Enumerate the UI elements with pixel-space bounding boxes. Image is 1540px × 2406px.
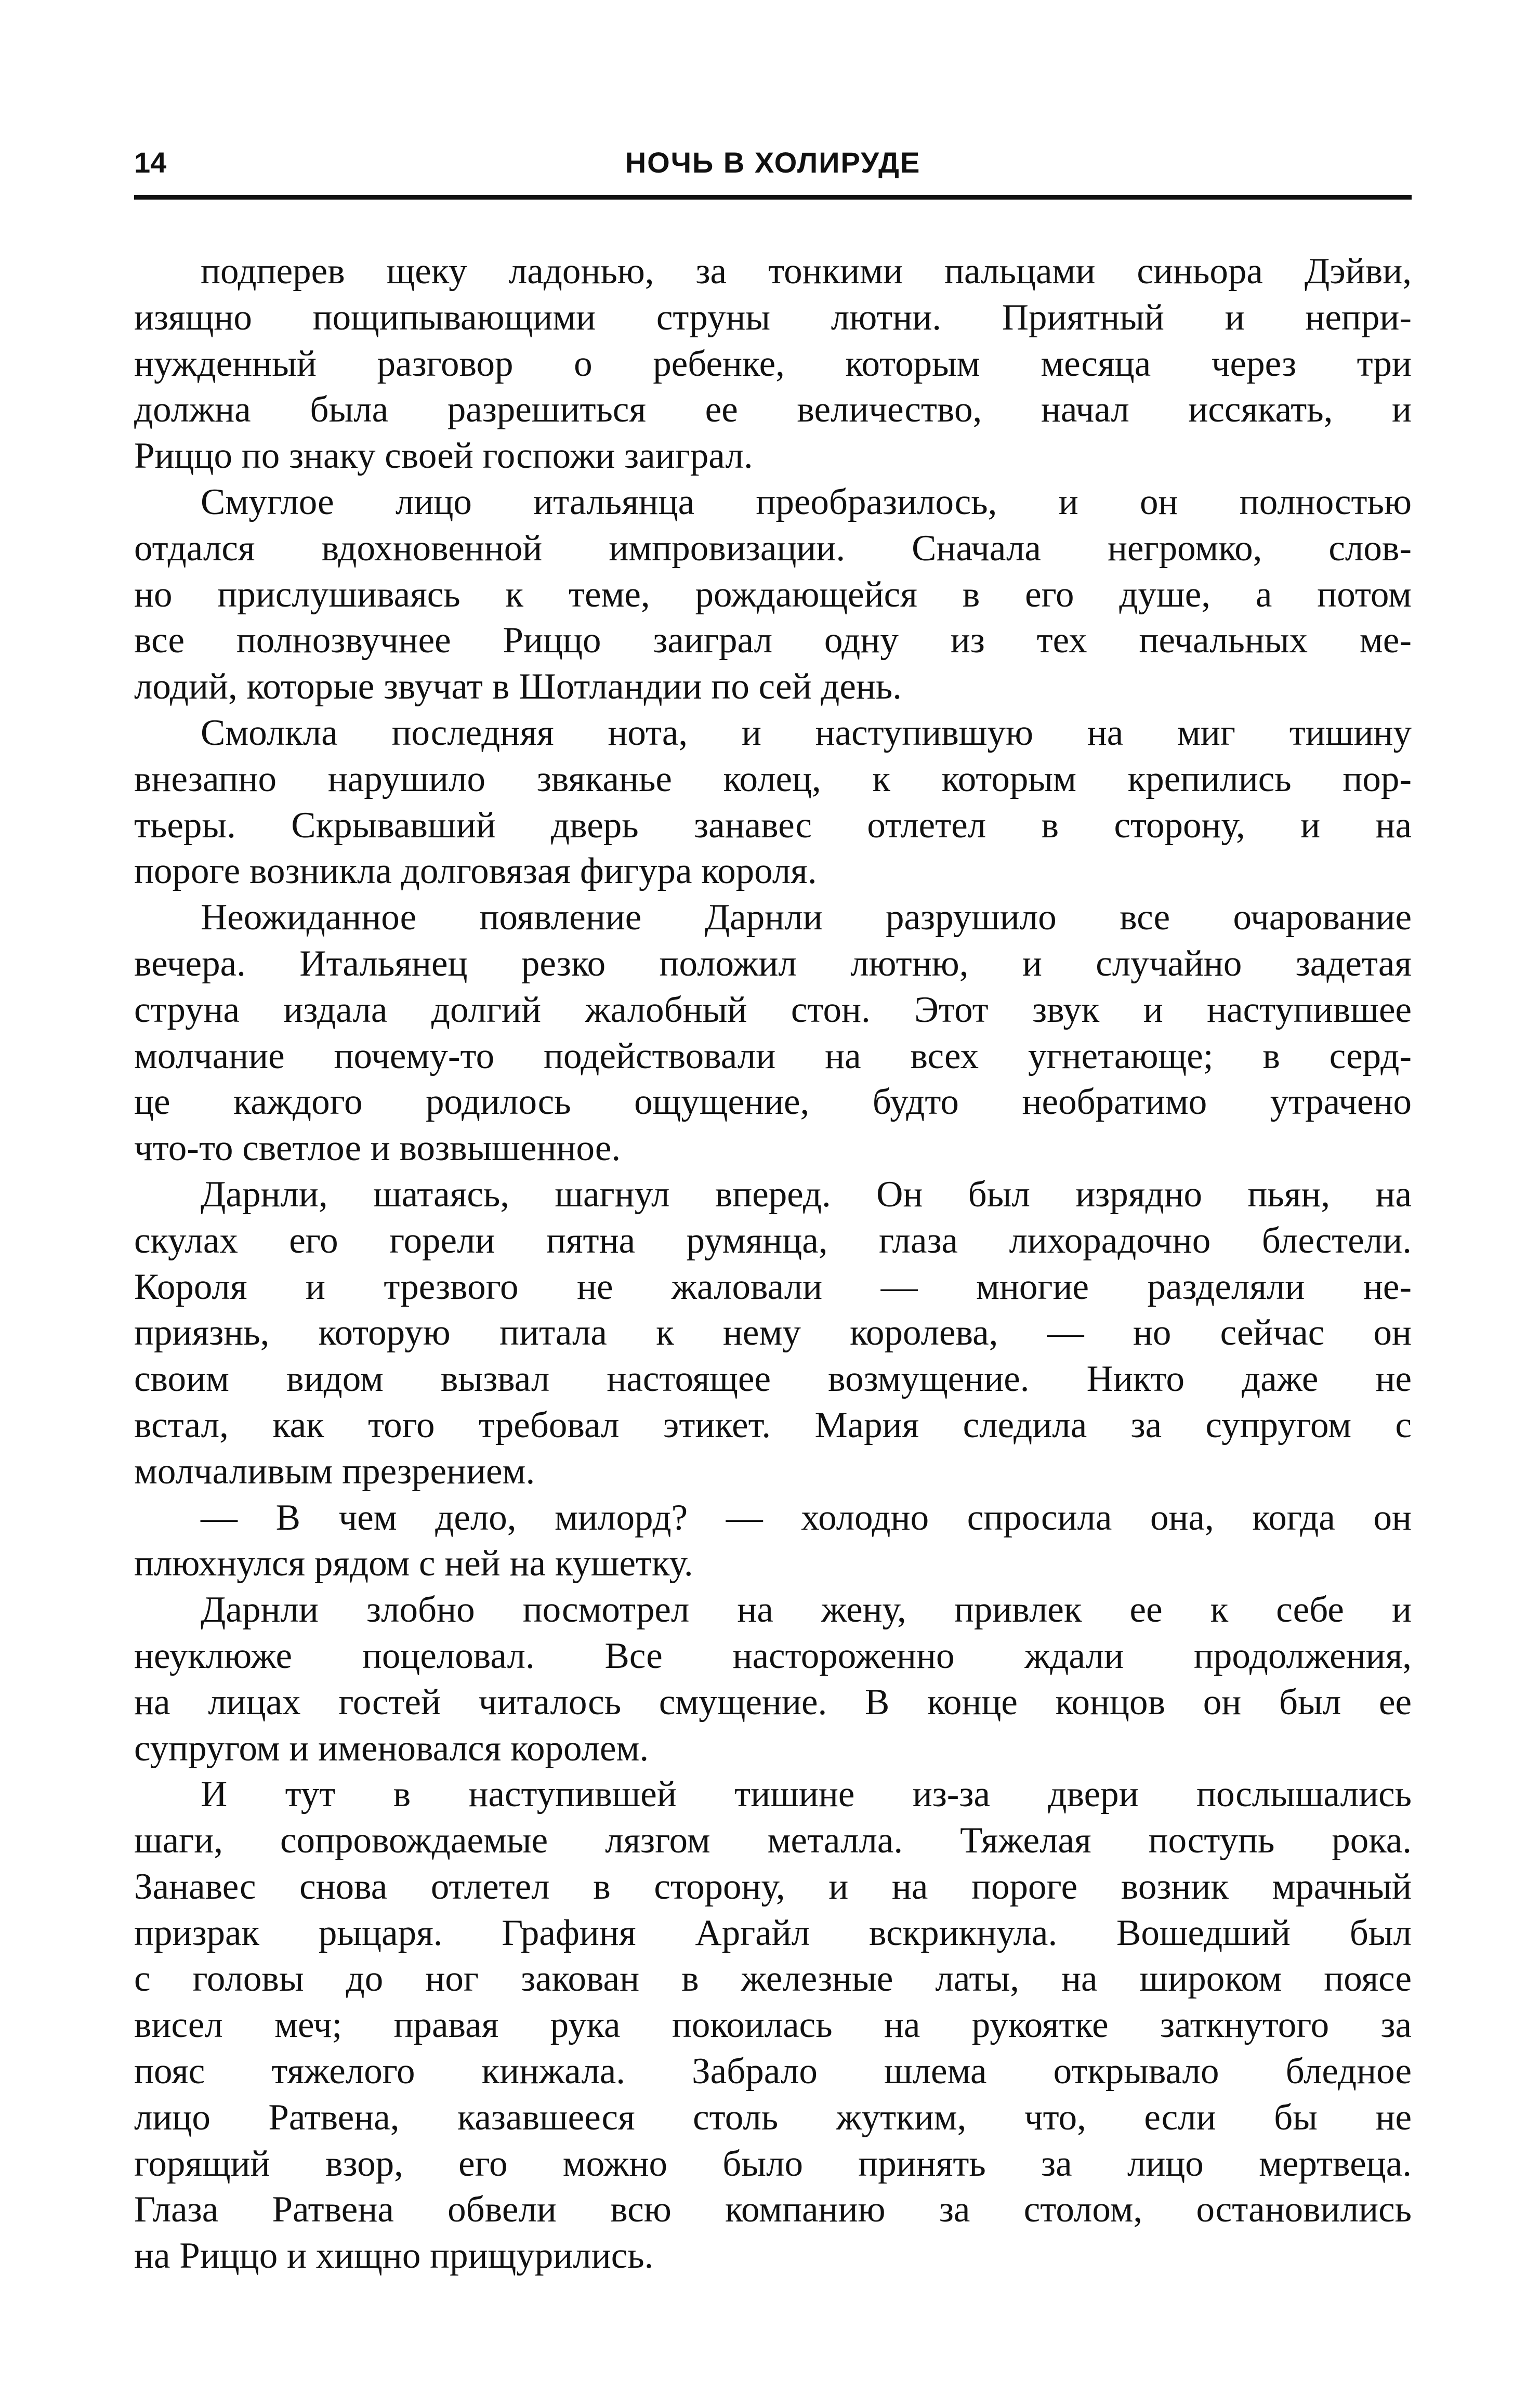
text-line: плюхнулся рядом с ней на кушетку. xyxy=(134,1543,693,1584)
text-line: все полнозвучнее Риццо заиграл одну из тех печальных ме- xyxy=(134,620,1412,661)
text-line: пояс тяжелого кинжала. Забрало шлема открывало бледное xyxy=(134,2051,1412,2092)
text-line: Занавес снова отлетел в сторону, и на пороге возник мрачный xyxy=(134,1866,1412,1907)
paragraph xyxy=(134,1587,1412,1771)
page-number: 14 xyxy=(134,146,167,179)
text-line: струна издала долгий жалобный стон. Этот звук и наступившее xyxy=(134,989,1412,1030)
text-line: шаги, сопровождаемые лязгом металла. Тяжелая поступь рока. xyxy=(134,1820,1412,1861)
paragraph xyxy=(134,248,1412,479)
text-line: своим видом вызвал настоящее возмущение. Никто даже не xyxy=(134,1359,1412,1400)
text-line: лодий, которые звучат в Шотландии по сей день. xyxy=(134,666,902,707)
text-line: должна была разрешиться ее величество, начал иссякать, и xyxy=(134,389,1412,430)
text-line: лицо Ратвена, казавшееся столь жутким, что, если бы не xyxy=(134,2097,1412,2138)
text-line: подперев щеку ладонью, за тонкими пальцами синьора Дэйви, xyxy=(201,251,1412,292)
text-line: с головы до ног закован в железные латы, на широком поясе xyxy=(134,1958,1412,2000)
text-line: Короля и трезвого не жаловали — многие разделяли не- xyxy=(134,1266,1412,1307)
text-line: нужденный разговор о ребенке, которым месяца через три xyxy=(134,343,1412,384)
paragraph xyxy=(134,710,1412,895)
text-line: молчаливым презрением. xyxy=(134,1451,535,1492)
text-line: висел меч; правая рука покоилась на рукоятке заткнутого за xyxy=(134,2005,1412,2046)
paragraph xyxy=(134,895,1412,1172)
text-line: И тут в наступившей тишине из-за двери послышались xyxy=(201,1774,1412,1815)
running-head xyxy=(134,139,1412,186)
header-rule xyxy=(134,195,1412,200)
text-line: скулах его горели пятна румянца, глаза лихорадочно блестели. xyxy=(134,1220,1412,1261)
text-line: супругом и именовался королем. xyxy=(134,1728,649,1769)
text-line: отдался вдохновенной импровизации. Сначала негромко, слов- xyxy=(134,528,1412,569)
paragraph xyxy=(134,479,1412,710)
paragraph xyxy=(134,1771,1412,2279)
text-line: Неожиданное появление Дарнли разрушило все очарование xyxy=(201,897,1412,938)
text-line: тьеры. Скрывавший дверь занавес отлетел в сторону, и на xyxy=(134,805,1412,846)
text-line: призрак рыцаря. Графиня Аргайл вскрикнула. Вошедший был xyxy=(134,1912,1412,1953)
text-line: Дарнли, шатаясь, шагнул вперед. Он был изрядно пьян, на xyxy=(201,1174,1412,1215)
text-line: на Риццо и хищно прищурились. xyxy=(134,2236,654,2277)
text-line: Смолкла последняя нота, и наступившую на миг тишину xyxy=(201,712,1412,753)
text-line: встал, как того требовал этикет. Мария следила за супругом с xyxy=(134,1404,1412,1445)
text-line: но прислушиваясь к теме, рождающейся в его душе, а потом xyxy=(134,574,1412,615)
text-line: молчание почему-то подействовали на всех угнетающе; в серд- xyxy=(134,1035,1412,1076)
paragraph xyxy=(134,1495,1412,1587)
text-line: — В чем дело, милорд? — холодно спросила она, когда он xyxy=(201,1497,1412,1538)
body-text xyxy=(134,248,1412,2279)
text-line: неуклюже поцеловал. Все настороженно ждали продолжения, xyxy=(134,1635,1412,1676)
text-line: на лицах гостей читалось смущение. В конце концов он был ее xyxy=(134,1681,1412,1723)
text-line: пороге возникла долговязая фигура короля. xyxy=(134,851,817,892)
text-line: вечера. Итальянец резко положил лютню, и случайно задетая xyxy=(134,943,1412,984)
text-line: что-то светлое и возвышенное. xyxy=(134,1128,621,1169)
text-line: изящно пощипывающими струны лютни. Приятный и непри- xyxy=(134,297,1412,338)
text-line: Риццо по знаку своей госпожи заиграл. xyxy=(134,436,753,477)
text-line: Дарнли злобно посмотрел на жену, привлек ее к себе и xyxy=(201,1589,1412,1631)
running-title: НОЧЬ В ХОЛИРУДЕ xyxy=(625,146,921,179)
text-line: Глаза Ратвена обвели всю компанию за столом, остановились xyxy=(134,2189,1412,2230)
text-line: горящий взор, его можно было принять за лицо мертвеца. xyxy=(134,2143,1412,2184)
text-line: внезапно нарушило звяканье колец, к которым крепились пор- xyxy=(134,758,1412,799)
text-line: це каждого родилось ощущение, будто необратимо утрачено xyxy=(134,1082,1412,1123)
text-line: Смуглое лицо итальянца преобразилось, и он полностью xyxy=(201,481,1412,522)
text-line: приязнь, которую питала к нему королева, — но сейчас он xyxy=(134,1312,1412,1353)
paragraph xyxy=(134,1172,1412,1495)
